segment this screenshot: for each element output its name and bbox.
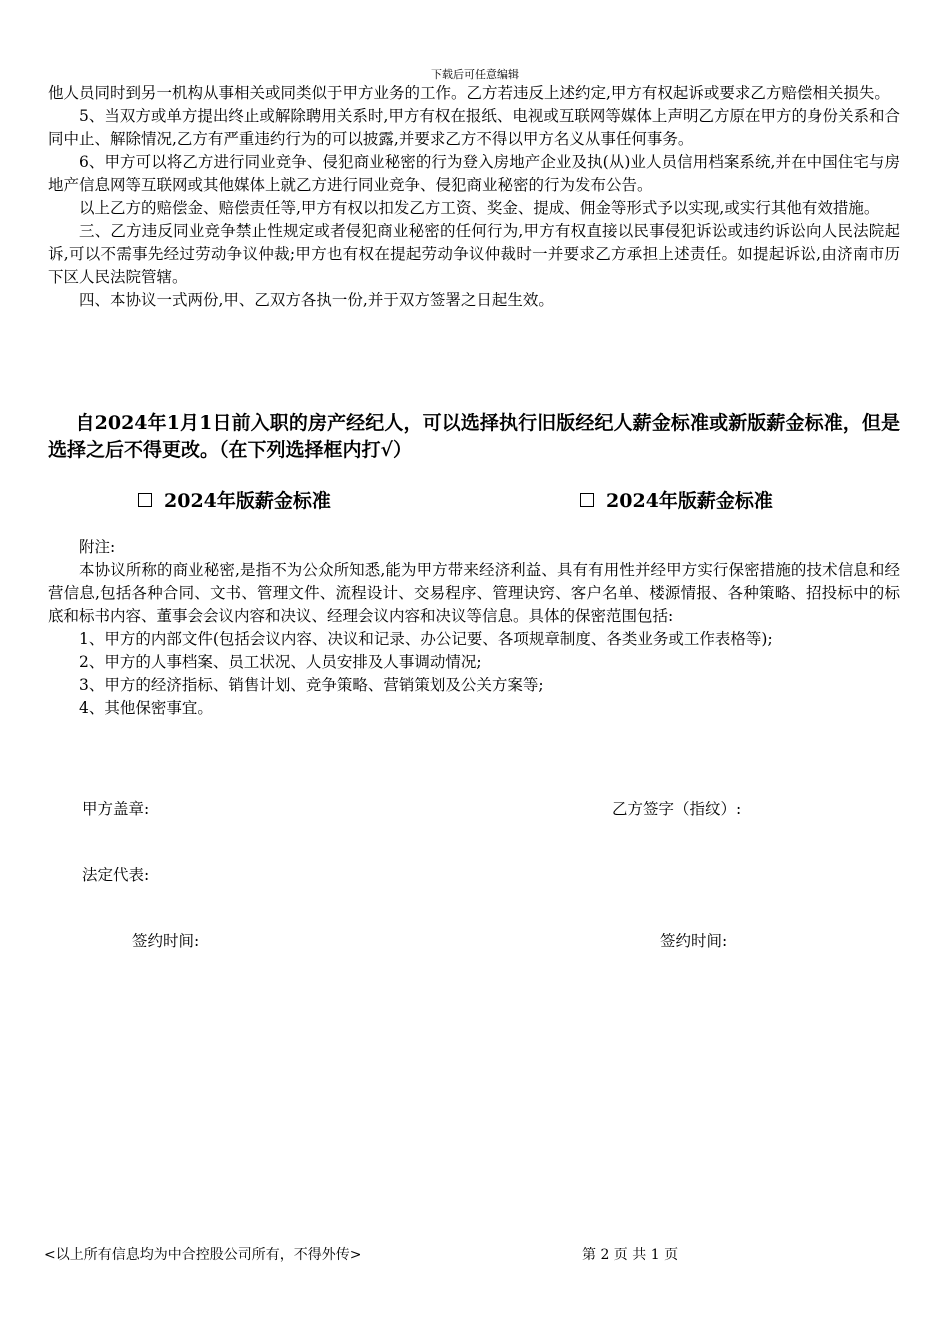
appendix-item: 3、甲方的经济指标、销售计划、竞争策略、营销策划及公关方案等; bbox=[79, 676, 544, 694]
salary-choice-option-2[interactable] bbox=[580, 488, 773, 515]
header-note: 下载后可任意编辑 bbox=[431, 68, 519, 81]
legal-representative-label: 法定代表: bbox=[82, 866, 150, 884]
salary-choice-label: 2024年版薪金标准 bbox=[164, 490, 331, 512]
checkbox-icon[interactable] bbox=[138, 493, 152, 507]
appendix-item: 2、甲方的人事档案、员工状况、人员安排及人事调动情况; bbox=[79, 653, 482, 671]
appendix-item: 1、甲方的内部文件(包括会议内容、决议和记录、办公记要、各项规章制度、各类业务或工作表格等); bbox=[79, 630, 773, 648]
appendix-section bbox=[48, 536, 900, 720]
salary-choice-option-1[interactable] bbox=[138, 488, 331, 515]
appendix-intro: 本协议所称的商业秘密,是指不为公众所知悉,能为甲方带来经济利益、具有有用性并经甲方实行保密措施的技术信息和经营信息,包括各种合同、文书、管理文件、流程设计、交易程序、管理诀窍、客户名单、楼源情报、各种策略、招投标中的标底和标书内容、董事会会议内容和决议、经理会议内容和决议等信息。具体的保密范围包括: bbox=[48, 561, 900, 625]
agreement-body bbox=[48, 82, 900, 312]
footer-page-number: 第 2 页 共 1 页 bbox=[582, 1247, 679, 1263]
body-paragraph: 他人员同时到另一机构从事相关或同类似于甲方业务的工作。乙方若违反上述约定,甲方有权起诉或要求乙方赔偿相关损失。 bbox=[48, 84, 890, 102]
checkbox-icon[interactable] bbox=[580, 493, 594, 507]
body-paragraph: 四、本协议一式两份,甲、乙双方各执一份,并于双方签署之日起生效。 bbox=[79, 291, 554, 309]
salary-choice-notice: 自2024年1月1日前入职的房产经纪人，可以选择执行旧版经纪人薪金标准或新版薪金标准，但是选择之后不得更改。（在下列选择框内打√） bbox=[48, 412, 900, 461]
appendix-item: 4、其他保密事宜。 bbox=[79, 699, 213, 717]
body-paragraph: 6、甲方可以将乙方进行同业竞争、侵犯商业秘密的行为登入房地产企业及执(从)业人员信用档案系统,并在中国住宅与房地产信息网等互联网或其他媒体上就乙方进行同业竞争、侵犯商业秘密的行为发布公告。 bbox=[48, 153, 900, 194]
party-a-seal-label: 甲方盖章: bbox=[82, 800, 150, 818]
party-b-sign-date-label: 签约时间: bbox=[660, 932, 728, 950]
body-paragraph: 5、当双方或单方提出终止或解除聘用关系时,甲方有权在报纸、电视或互联网等媒体上声明乙方原在甲方的身份关系和合同中止、解除情况,乙方有严重违约行为的可以披露,并要求乙方不得以甲方名义从事任何事务。 bbox=[48, 107, 900, 148]
party-b-signature-label: 乙方签字（指纹）: bbox=[612, 800, 742, 818]
footer-confidential-notice: <以上所有信息均为中合控股公司所有，不得外传> bbox=[44, 1247, 362, 1263]
appendix-heading: 附注: bbox=[79, 538, 116, 556]
body-paragraph: 三、乙方违反同业竞争禁止性规定或者侵犯商业秘密的任何行为,甲方有权直接以民事侵犯诉讼或违约诉讼向人民法院起诉,可以不需事先经过劳动争议仲裁;甲方也有权在提起劳动争议仲裁时一并要求乙方承担上述责任。如提起诉讼,由济南市历下区人民法院管辖。 bbox=[48, 222, 900, 286]
body-paragraph: 以上乙方的赔偿金、赔偿责任等,甲方有权以扣发乙方工资、奖金、提成、佣金等形式予以实现,或实行其他有效措施。 bbox=[79, 199, 880, 217]
salary-choice-label: 2024年版薪金标准 bbox=[606, 490, 773, 512]
party-a-sign-date-label: 签约时间: bbox=[132, 932, 200, 950]
